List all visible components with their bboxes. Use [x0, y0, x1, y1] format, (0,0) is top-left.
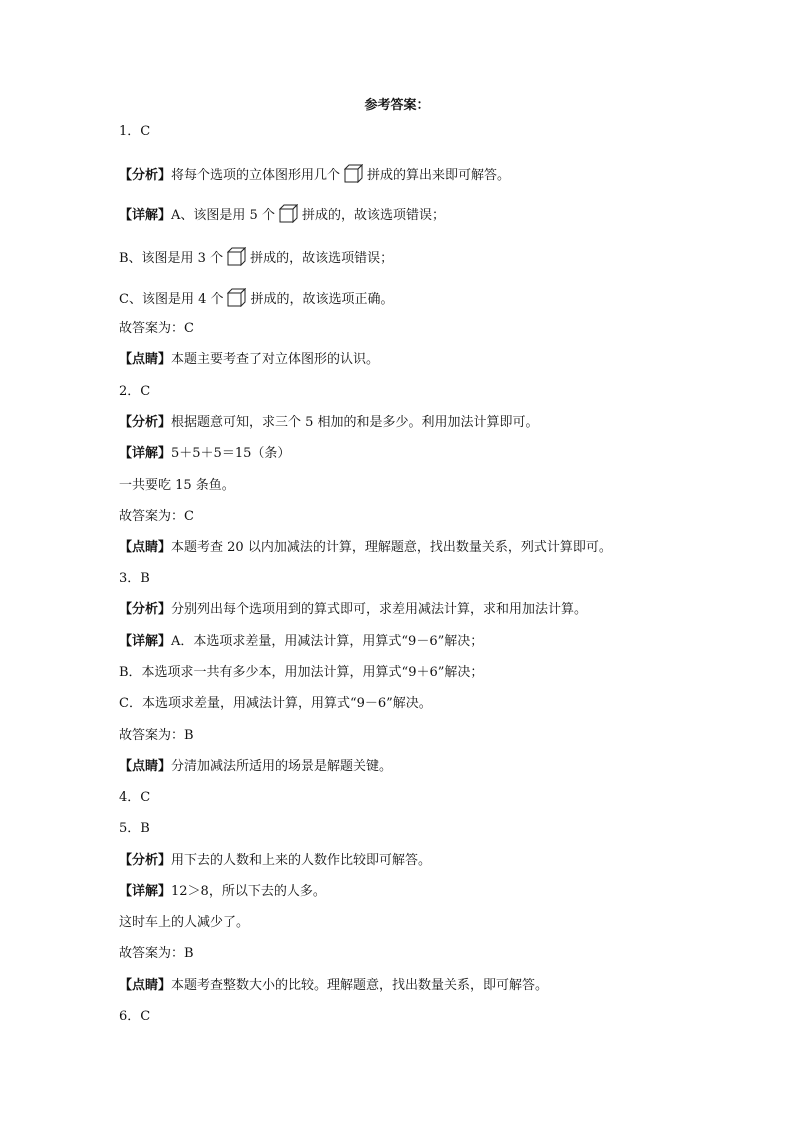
q5-analysis	[119, 851, 431, 871]
q3-conclusion: 故答案为：B	[119, 728, 194, 743]
q5-analysis-text: 用下去的人数和上来的人数作比较即可解答。	[171, 853, 432, 868]
analysis-tag: 【分析】	[119, 415, 172, 430]
q5-conclusion: 故答案为：B	[119, 946, 194, 961]
cube-icon	[227, 247, 246, 266]
q4-answer: 4．C	[119, 790, 151, 805]
q3-analysis	[119, 600, 587, 620]
detail-tag: 【详解】	[119, 634, 172, 649]
detail-tag: 【详解】	[119, 884, 172, 899]
q3-answer: 3．B	[119, 571, 150, 586]
detail-tag: 【详解】	[119, 208, 172, 223]
q3-comment	[119, 757, 392, 777]
q5-comment-text: 本题考查整数大小的比较。理解题意，找出数量关系，即可解答。	[171, 978, 549, 993]
q1-detail-a-after: 拼成的，故该选项错误；	[301, 208, 445, 223]
comment-tag: 【点睛】	[119, 352, 172, 367]
q1-comment-text: 本题主要考查了对立体图形的认识。	[171, 352, 380, 367]
q1-detail-a	[119, 204, 445, 224]
q2-conclusion: 故答案为：C	[119, 509, 194, 524]
comment-tag: 【点睛】	[119, 978, 172, 993]
q5-detail-2: 这时车上的人减少了。	[119, 915, 250, 930]
q3-comment-text: 分清加减法所适用的场景是解题关键。	[171, 759, 393, 774]
q1-detail-b	[119, 247, 393, 267]
comment-tag: 【点睛】	[119, 759, 172, 774]
cube-icon	[279, 204, 298, 223]
q2-detail-text: 5＋5＋5＝15（条）	[171, 446, 291, 461]
analysis-tag: 【分析】	[119, 602, 172, 617]
q1-detail-b-after: 拼成的，故该选项错误；	[250, 251, 394, 266]
q1-answer: 1．C	[119, 124, 151, 139]
q1-comment	[119, 350, 379, 370]
q2-analysis	[119, 413, 539, 433]
cube-icon	[344, 164, 363, 183]
cube-icon	[227, 288, 246, 307]
q1-analysis-text-before: 将每个选项的立体图形用几个	[171, 168, 341, 183]
q6-answer: 6．C	[119, 1009, 151, 1024]
comment-tag: 【点睛】	[119, 540, 172, 555]
q1-analysis-text-after: 拼成的算出来即可解答。	[367, 168, 511, 183]
detail-tag: 【详解】	[119, 446, 172, 461]
q5-detail	[119, 882, 326, 902]
q3-detail-b: B．本选项求一共有多少本，用加法计算，用算式“9＋6”解决；	[119, 665, 484, 680]
q3-detail-a-text: A．本选项求差量，用减法计算，用算式“9－6”解决；	[171, 634, 484, 649]
q2-answer: 2．C	[119, 384, 151, 399]
q2-analysis-text: 根据题意可知，求三个 5 相加的和是多少。利用加法计算即可。	[171, 415, 539, 430]
q5-comment	[119, 976, 548, 996]
q5-answer: 5．B	[119, 821, 150, 836]
q2-detail-2: 一共要吃 15 条鱼。	[119, 478, 235, 493]
q1-detail-c-before: C、该图是用 4 个	[119, 292, 224, 307]
q1-conclusion: 故答案为：C	[119, 321, 194, 336]
q3-analysis-text: 分别列出每个选项用到的算式即可，求差用减法计算，求和用加法计算。	[171, 602, 588, 617]
q3-detail-a	[119, 632, 483, 652]
q1-detail-c	[119, 288, 394, 308]
analysis-tag: 【分析】	[119, 168, 172, 183]
q5-detail-text: 12＞8，所以下去的人多。	[171, 884, 326, 899]
q1-detail-c-after: 拼成的，故该选项正确。	[250, 292, 394, 307]
q2-comment-text: 本题考查 20 以内加减法的计算，理解题意，找出数量关系，列式计算即可。	[171, 540, 612, 555]
q1-analysis	[119, 164, 510, 184]
q2-detail	[119, 444, 290, 464]
analysis-tag: 【分析】	[119, 853, 172, 868]
q1-detail-b-before: B、该图是用 3 个	[119, 251, 224, 266]
q3-detail-c: C．本选项求差量，用减法计算，用算式“9－6”解决。	[119, 696, 432, 711]
page-title: 参考答案：	[364, 98, 430, 113]
q2-comment	[119, 538, 612, 558]
q1-detail-a-before: A、该图是用 5 个	[171, 208, 275, 223]
